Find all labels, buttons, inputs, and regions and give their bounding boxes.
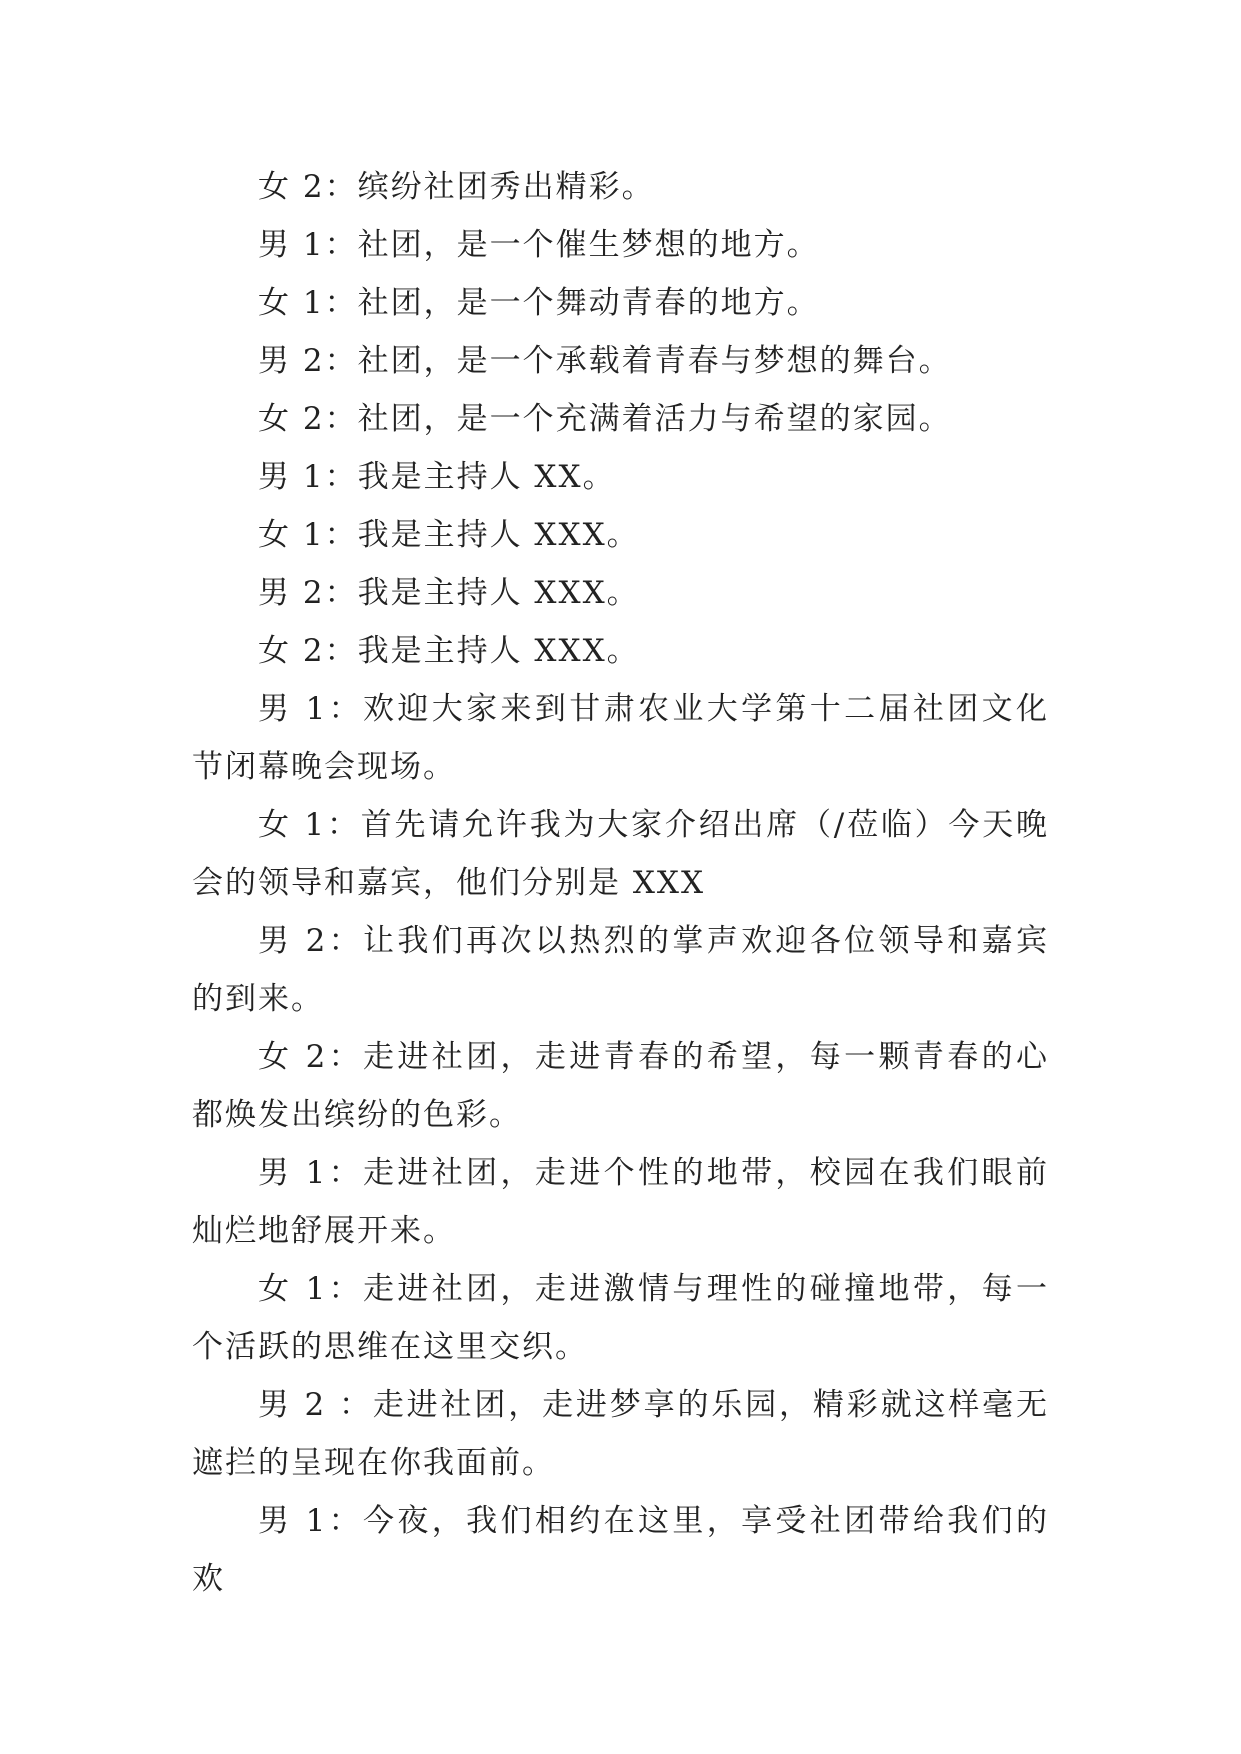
paragraph-10: 男 1：欢迎大家来到甘肃农业大学第十二届社团文化节闭幕晚会现场。 [192,691,1049,785]
paragraph-13: 女 2：走进社团，走进青春的希望，每一颗青春的心都焕发出缤纷的色彩。 [192,1039,1049,1133]
paragraph-16: 男 2 ：走进社团，走进梦享的乐园，精彩就这样毫无遮拦的呈现在你我面前。 [192,1387,1049,1481]
paragraph-6: 男 1：我是主持人 XX。 [258,459,616,495]
paragraph-1: 女 2：缤纷社团秀出精彩。 [258,169,655,205]
document-body [192,158,1049,1608]
paragraph-12: 男 2：让我们再次以热烈的掌声欢迎各位领导和嘉宾的到来。 [192,923,1049,1017]
paragraph-14: 男 1：走进社团，走进个性的地带，校园在我们眼前灿烂地舒展开来。 [192,1155,1049,1249]
paragraph-15: 女 1：走进社团，走进激情与理性的碰撞地带，每一个活跃的思维在这里交织。 [192,1271,1049,1365]
paragraph-2: 男 1：社团，是一个催生梦想的地方。 [258,227,820,263]
paragraph-5: 女 2：社团，是一个充满着活力与希望的家园。 [258,401,952,437]
paragraph-11: 女 1：首先请允许我为大家介绍出席（/莅临）今天晚会的领导和嘉宾，他们分别是 XXX [192,807,1049,901]
paragraph-3: 女 1：社团，是一个舞动青春的地方。 [258,285,820,321]
paragraph-17: 男 1：今夜，我们相约在这里，享受社团带给我们的欢 [192,1503,1049,1597]
paragraph-4: 男 2：社团，是一个承载着青春与梦想的舞台。 [258,343,952,379]
paragraph-7: 女 1：我是主持人 XXX。 [258,517,640,553]
paragraph-8: 男 2：我是主持人 XXX。 [258,575,640,611]
paragraph-9: 女 2：我是主持人 XXX。 [258,633,640,669]
